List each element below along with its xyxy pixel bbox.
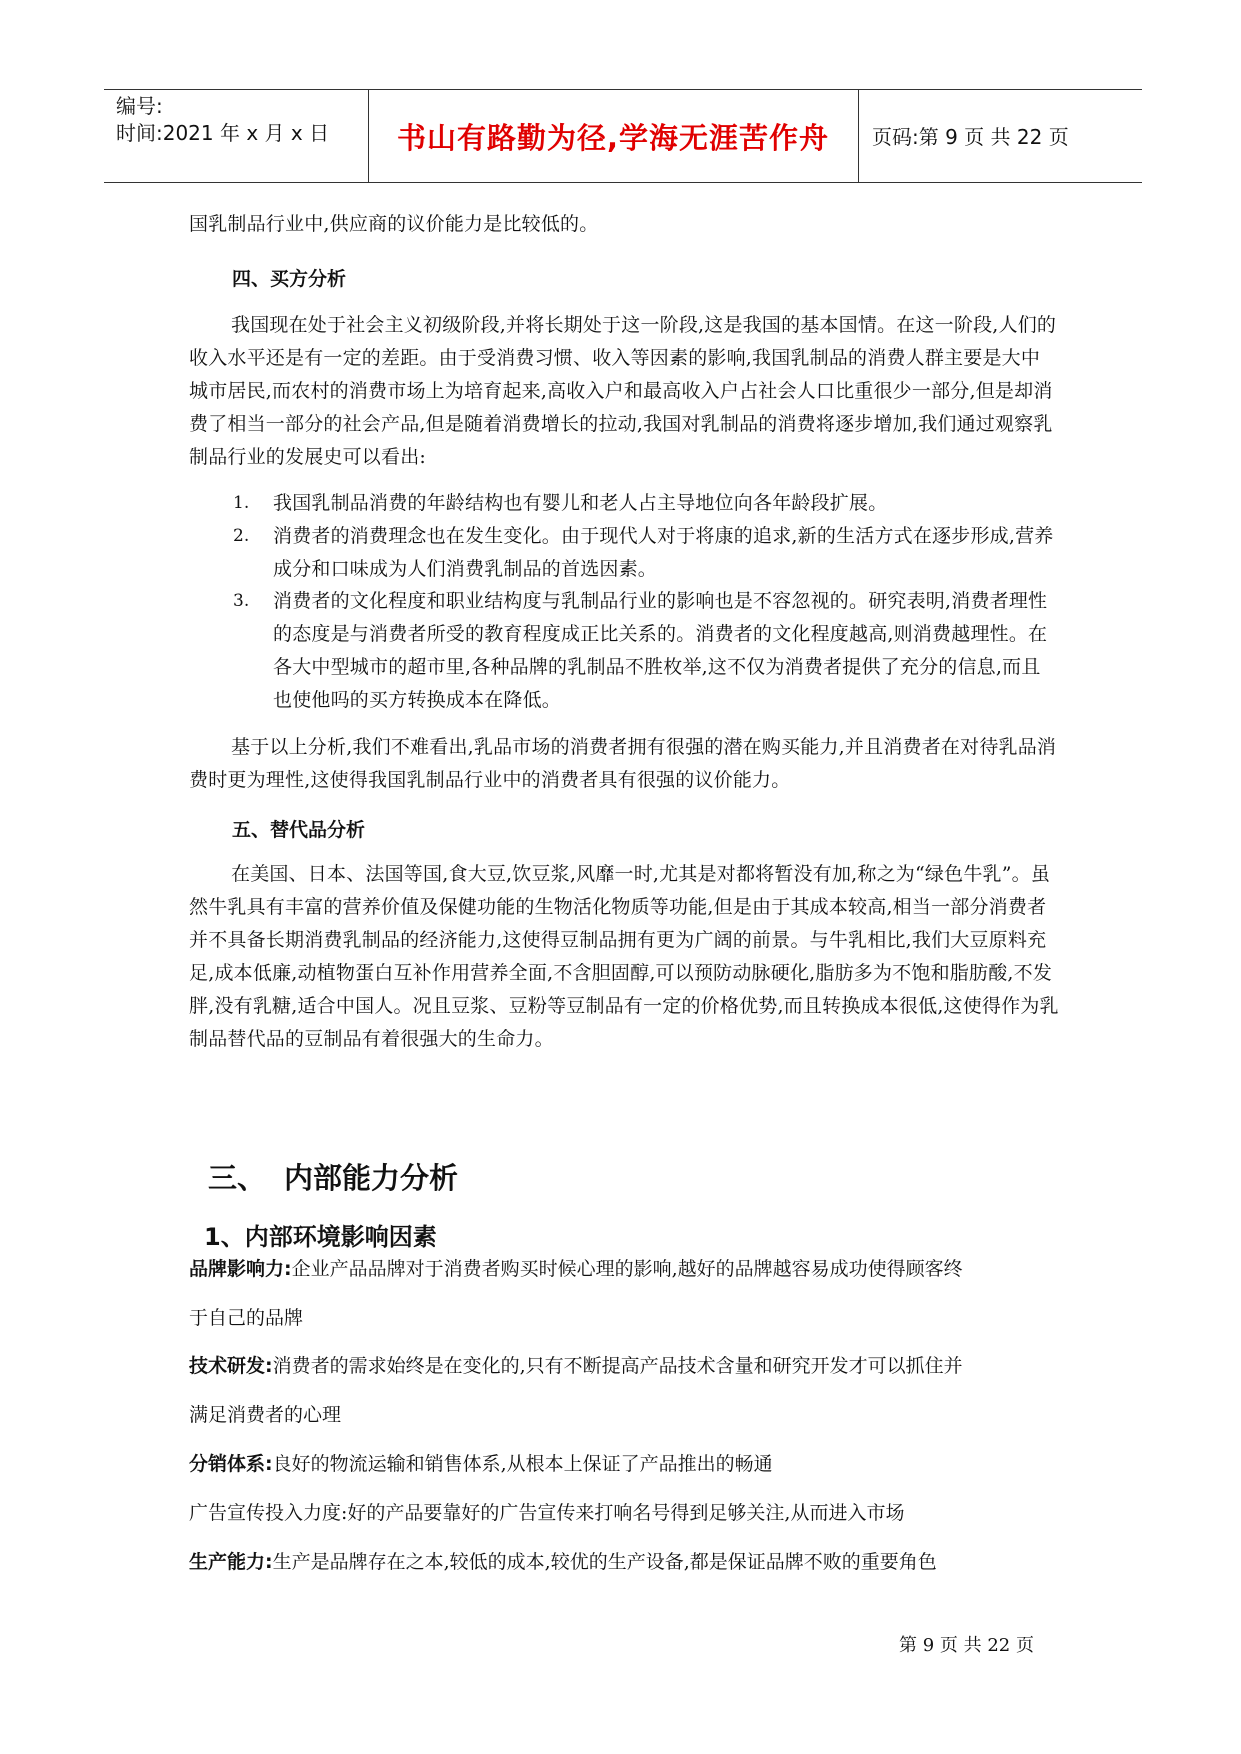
section-5-paragraph: 在美国、日本、法国等国,食大豆,饮豆浆,风靡一时,尤其是对都将暂没有加,称之为“绿色牛乳”。虽然牛乳具有丰富的营养价值及保健功能的生物活化物质等功能,但是由于其成本较高,相当一部分消费者并不具备长期消费乳制品的经济能力,这使得豆制品拥有更为广阔的前景。与牛乳相比,我们大豆原料充足,成本低廉,动植物蛋白互补作用营养全面,不含胆固醇,可以预防动脉硬化,脂肪多为不饱和脂肪酸,不发胖,没有乳糖,适合中国人。况且豆浆、豆粉等豆制品有一定的价格优势,而且转换成本很低,这使得作为乳制品替代品的豆制品有着很强大的生命力。 bbox=[189, 863, 1059, 1050]
factor-label: 品牌影响力: bbox=[189, 1258, 292, 1280]
factor-continuation: 于自己的品牌 bbox=[189, 1307, 304, 1329]
factor-text: 生产是品牌存在之本,较低的成本,较优的生产设备,都是保证品牌不败的重要角色 bbox=[272, 1551, 937, 1573]
factor-text: 企业产品品牌对于消费者购买时候心理的影响,越好的品牌越容易成功使得顾客终 bbox=[291, 1258, 963, 1280]
header-time-label: 时间:2021 年 x 月 x 日 bbox=[116, 121, 330, 145]
continuation-line: 国乳制品行业中,供应商的议价能力是比较低的。 bbox=[189, 213, 599, 235]
factor-row bbox=[189, 1253, 1059, 1286]
chapter-heading-text: 内部能力分析 bbox=[284, 1161, 459, 1195]
factor-continuation: 满足消费者的心理 bbox=[189, 1404, 342, 1426]
list-item-text: 消费者的消费理念也在发生变化。由于现代人对于将康的追求,新的生活方式在逐步形成,营养成分和口味成为人们消费乳制品的首选因素。 bbox=[273, 525, 1054, 580]
header-motto: 书山有路勤为径,学海无涯苦作舟 bbox=[396, 121, 830, 155]
factor-row bbox=[189, 1448, 1059, 1481]
chapter-heading bbox=[208, 1156, 458, 1197]
header-top-rule bbox=[104, 89, 1142, 90]
factor-label: 技术研发: bbox=[189, 1355, 273, 1377]
list-item-number: 1. bbox=[233, 493, 250, 513]
list-item-text: 我国乳制品消费的年龄结构也有婴儿和老人占主导地位向各年龄段扩展。 bbox=[273, 492, 888, 514]
factor-row bbox=[189, 1497, 1059, 1530]
list-item-number: 2. bbox=[233, 526, 250, 546]
factor-row bbox=[189, 1350, 1059, 1383]
section-5-title: 五、替代品分析 bbox=[232, 819, 366, 841]
header-divider-right bbox=[858, 89, 859, 182]
header-number-label: 编号: bbox=[116, 94, 163, 118]
factor-label: 生产能力: bbox=[189, 1551, 273, 1573]
factor-text: 消费者的需求始终是在变化的,只有不断提高产品技术含量和研究开发才可以抓住并 bbox=[272, 1355, 963, 1377]
factor-text: 广告宣传投入力度:好的产品要靠好的广告宣传来打响名号得到足够关注,从而进入市场 bbox=[189, 1502, 905, 1524]
factor-text: 良好的物流运输和销售体系,从根本上保证了产品推出的畅通 bbox=[272, 1453, 773, 1475]
header-bottom-rule bbox=[104, 182, 1142, 183]
factor-row bbox=[189, 1546, 1059, 1579]
list-item-text: 消费者的文化程度和职业结构度与乳制品行业的影响也是不容忽视的。研究表明,消费者理性的态度是与消费者所受的教育程度成正比关系的。消费者的文化程度越高,则消费越理性。在各大中型城市的超市里,各种品牌的乳制品不胜枚举,这不仅为消费者提供了充分的信息,而且也使他吗的买方转换成本在降低。 bbox=[273, 590, 1048, 711]
page-number-footer: 第 9 页 共 22 页 bbox=[899, 1635, 1034, 1656]
section-4-conclusion: 基于以上分析,我们不难看出,乳品市场的消费者拥有很强的潜在购买能力,并且消费者在对待乳品消费时更为理性,这使得我国乳制品行业中的消费者具有很强的议价能力。 bbox=[189, 736, 1057, 791]
section-4-paragraph: 我国现在处于社会主义初级阶段,并将长期处于这一阶段,这是我国的基本国情。在这一阶段,人们的收入水平还是有一定的差距。由于受消费习惯、收入等因素的影响,我国乳制品的消费人群主要是大中城市居民,而农村的消费市场上为培育起来,高收入户和最高收入户占社会人口比重很少一部分,但是却消费了相当一部分的社会产品,但是随着消费增长的拉动,我国对乳制品的消费将逐步增加,我们通过观察乳制品行业的发展史可以看出: bbox=[189, 314, 1057, 468]
header-page-label: 页码:第 9 页 共 22 页 bbox=[872, 125, 1069, 149]
list-item-number: 3. bbox=[233, 591, 250, 611]
chapter-heading-number: 三、 bbox=[208, 1161, 267, 1195]
subsection-heading: 1、内部环境影响因素 bbox=[204, 1223, 437, 1251]
section-4-title: 四、买方分析 bbox=[232, 268, 347, 290]
factor-label: 分销体系: bbox=[189, 1453, 273, 1475]
